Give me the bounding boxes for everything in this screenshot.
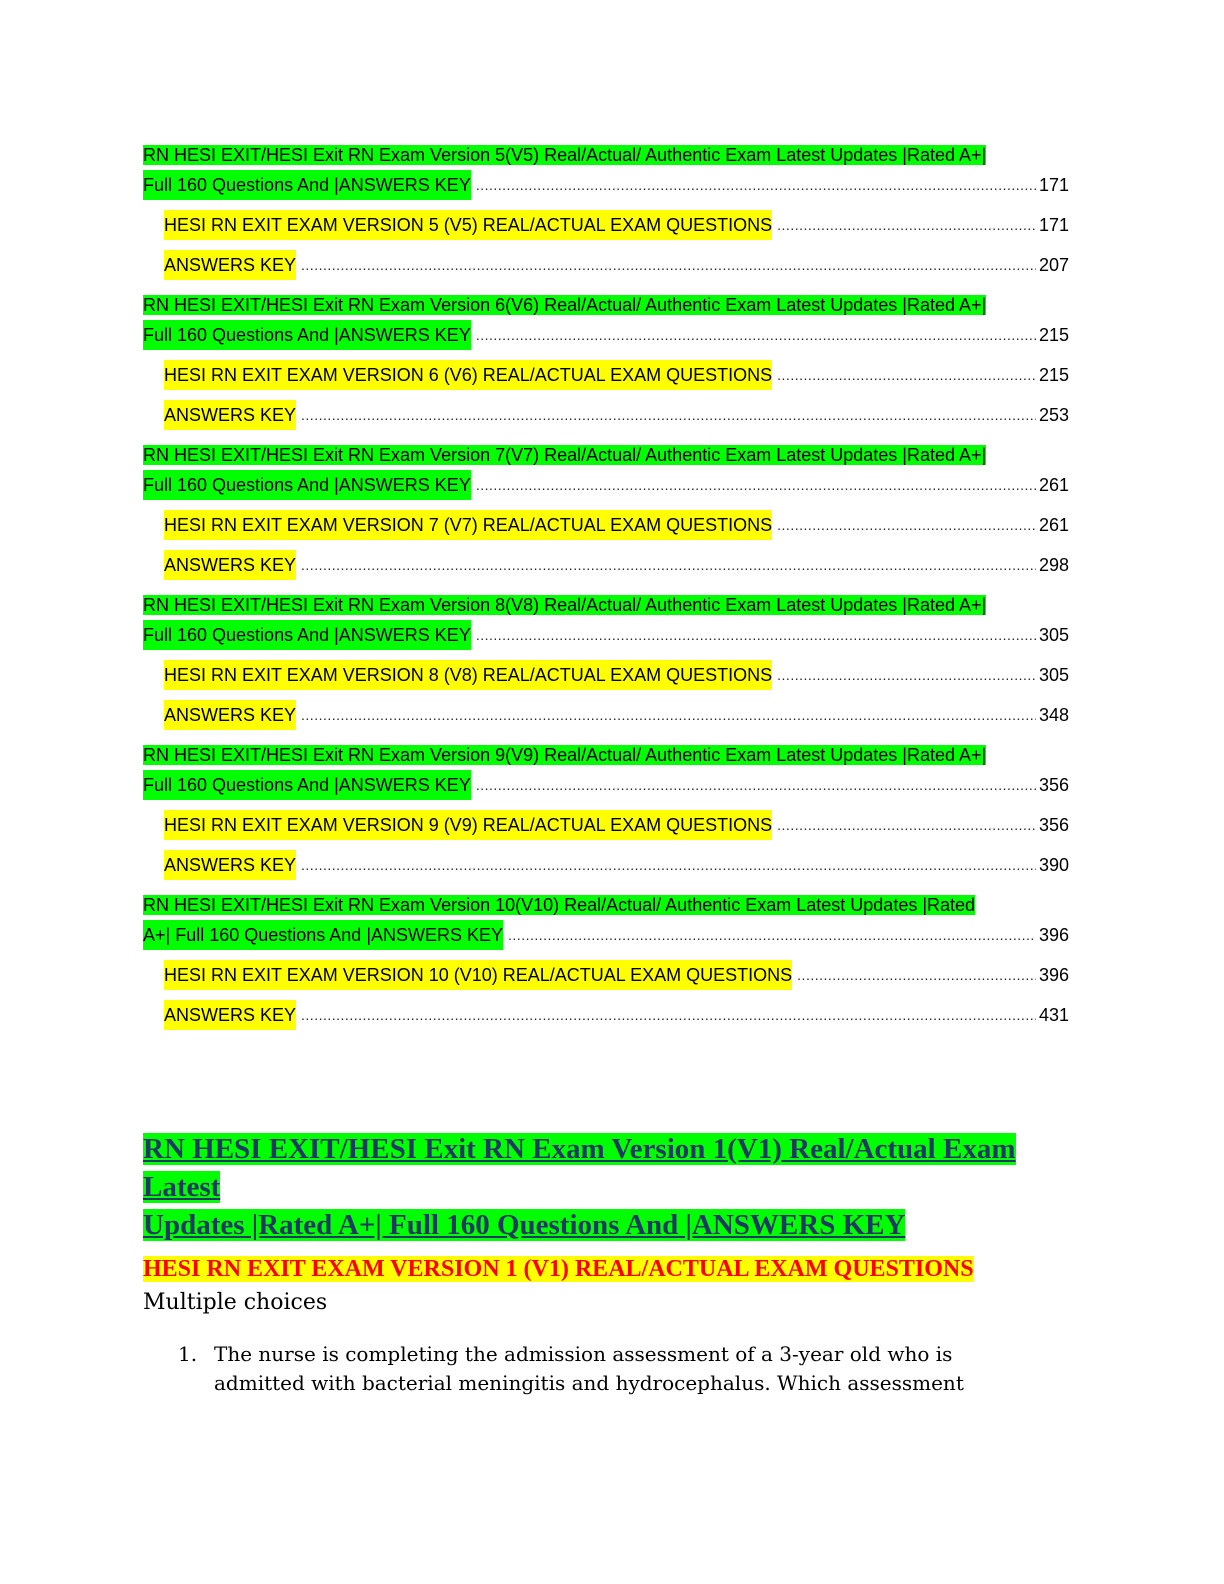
toc-subentry-label: ANSWERS KEY — [164, 250, 296, 280]
toc-leader-dots — [301, 550, 1036, 580]
question-number: 1. — [178, 1342, 198, 1366]
toc-leader-dots — [476, 170, 1036, 200]
toc-subentry-answers-v9[interactable] — [143, 850, 1069, 880]
toc-page-number: 396 — [1038, 965, 1069, 985]
toc-page-number: 431 — [1038, 1005, 1069, 1025]
toc-entry-title-cont: Full 160 Questions And |ANSWERS KEY — [143, 170, 471, 200]
toc-page-number: 396 — [1038, 925, 1069, 945]
toc-subentry-questions-v7[interactable] — [143, 510, 1069, 540]
toc-leader-dots — [777, 360, 1036, 390]
toc-entry-v7[interactable] — [143, 440, 1069, 500]
toc-leader-dots — [777, 810, 1036, 840]
toc-page-number: 261 — [1038, 515, 1069, 535]
toc-subentry-label: HESI RN EXIT EXAM VERSION 7 (V7) REAL/ACTUAL EXAM QUESTIONS — [164, 510, 772, 540]
toc-leader-dots — [777, 210, 1036, 240]
toc-subentry-label: ANSWERS KEY — [164, 1000, 296, 1030]
toc-entry-v6[interactable] — [143, 290, 1069, 350]
toc-subentry-label: ANSWERS KEY — [164, 400, 296, 430]
toc-leader-dots — [508, 920, 1036, 950]
question-text: The nurse is completing the admission assessment of a 3-year old who is admitted with bacterial meningitis and hydrocephalus. Which assessment — [214, 1342, 964, 1395]
toc-leader-dots — [476, 320, 1036, 350]
toc-page-number: 390 — [1038, 855, 1069, 875]
toc-leader-dots — [301, 400, 1036, 430]
toc-entry-v10[interactable] — [143, 890, 1069, 950]
toc-subentry-answers-v5[interactable] — [143, 250, 1069, 280]
toc-entry-v8[interactable] — [143, 590, 1069, 650]
toc-leader-dots — [301, 1000, 1036, 1030]
toc-page-number: 215 — [1038, 325, 1069, 345]
toc-page-number: 171 — [1038, 175, 1069, 195]
toc-entry-title-cont: Full 160 Questions And |ANSWERS KEY — [143, 470, 471, 500]
toc-subentry-questions-v8[interactable] — [143, 660, 1069, 690]
toc-entry-title: RN HESI EXIT/HESI Exit RN Exam Version 9(V9) Real/Actual/ Authentic Exam Latest Updates |Rated A+| — [143, 745, 987, 765]
toc-leader-dots — [777, 660, 1036, 690]
toc-leader-dots — [301, 850, 1036, 880]
toc-subentry-answers-v8[interactable] — [143, 700, 1069, 730]
toc-page-number: 348 — [1038, 705, 1069, 725]
toc-entry-title: RN HESI EXIT/HESI Exit RN Exam Version 7(V7) Real/Actual/ Authentic Exam Latest Updates |Rated A+| — [143, 445, 987, 465]
toc-entry-title-cont: A+| Full 160 Questions And |ANSWERS KEY — [143, 920, 503, 950]
toc-subentry-label: HESI RN EXIT EXAM VERSION 5 (V5) REAL/ACTUAL EXAM QUESTIONS — [164, 210, 772, 240]
toc-leader-dots — [301, 700, 1036, 730]
toc-entry-title-cont: Full 160 Questions And |ANSWERS KEY — [143, 770, 471, 800]
toc-subentry-label: ANSWERS KEY — [164, 550, 296, 580]
section-label: Multiple choices — [143, 1290, 328, 1315]
toc-subentry-answers-v6[interactable] — [143, 400, 1069, 430]
toc-page-number: 253 — [1038, 405, 1069, 425]
section-heading-line2: Updates |Rated A+| Full 160 Questions And |ANSWERS KEY — [143, 1209, 906, 1241]
section-heading-line1: RN HESI EXIT/HESI Exit RN Exam Version 1(V1) Real/Actual Exam Latest — [143, 1133, 1016, 1203]
toc-subentry-label: HESI RN EXIT EXAM VERSION 10 (V10) REAL/ACTUAL EXAM QUESTIONS — [164, 960, 792, 990]
toc-subentry-label: HESI RN EXIT EXAM VERSION 6 (V6) REAL/ACTUAL EXAM QUESTIONS — [164, 360, 772, 390]
toc-leader-dots — [301, 250, 1036, 280]
toc-page-number: 171 — [1038, 215, 1069, 235]
toc-subentry-answers-v10[interactable] — [143, 1000, 1069, 1030]
toc-entry-title: RN HESI EXIT/HESI Exit RN Exam Version 8(V8) Real/Actual/ Authentic Exam Latest Updates |Rated A+| — [143, 595, 987, 615]
toc-subentry-questions-v10[interactable] — [143, 960, 1069, 990]
subsection-heading-text: HESI RN EXIT EXAM VERSION 1 (V1) REAL/ACTUAL EXAM QUESTIONS — [143, 1256, 974, 1282]
toc-page-number: 261 — [1038, 475, 1069, 495]
toc-subentry-questions-v5[interactable] — [143, 210, 1069, 240]
toc-entry-v5[interactable] — [143, 140, 1069, 200]
toc-entry-v9[interactable] — [143, 740, 1069, 800]
toc-subentry-label: HESI RN EXIT EXAM VERSION 8 (V8) REAL/ACTUAL EXAM QUESTIONS — [164, 660, 772, 690]
toc-page-number: 207 — [1038, 255, 1069, 275]
toc-subentry-questions-v9[interactable] — [143, 810, 1069, 840]
subsection-heading — [143, 1253, 974, 1285]
toc-entry-title: RN HESI EXIT/HESI Exit RN Exam Version 10(V10) Real/Actual/ Authentic Exam Latest Updates |Rated — [143, 895, 976, 915]
toc-entry-title: RN HESI EXIT/HESI Exit RN Exam Version 6(V6) Real/Actual/ Authentic Exam Latest Updates |Rated A+| — [143, 295, 987, 315]
toc-subentry-answers-v7[interactable] — [143, 550, 1069, 580]
toc-entry-title-cont: Full 160 Questions And |ANSWERS KEY — [143, 320, 471, 350]
question-item — [178, 1340, 1008, 1398]
toc-leader-dots — [797, 960, 1036, 990]
toc-leader-dots — [476, 620, 1036, 650]
toc-leader-dots — [476, 470, 1036, 500]
toc-entry-title-cont: Full 160 Questions And |ANSWERS KEY — [143, 620, 471, 650]
toc-page-number: 305 — [1038, 665, 1069, 685]
toc-leader-dots — [476, 770, 1036, 800]
toc-page-number: 356 — [1038, 815, 1069, 835]
toc-page-number: 298 — [1038, 555, 1069, 575]
toc-subentry-label: HESI RN EXIT EXAM VERSION 9 (V9) REAL/ACTUAL EXAM QUESTIONS — [164, 810, 772, 840]
toc-page-number: 356 — [1038, 775, 1069, 795]
toc-subentry-questions-v6[interactable] — [143, 360, 1069, 390]
toc-subentry-label: ANSWERS KEY — [164, 700, 296, 730]
table-of-contents — [143, 140, 1069, 1040]
toc-entry-title: RN HESI EXIT/HESI Exit RN Exam Version 5(V5) Real/Actual/ Authentic Exam Latest Updates |Rated A+| — [143, 145, 987, 165]
toc-page-number: 215 — [1038, 365, 1069, 385]
toc-page-number: 305 — [1038, 625, 1069, 645]
section-heading — [143, 1130, 1083, 1244]
toc-subentry-label: ANSWERS KEY — [164, 850, 296, 880]
toc-leader-dots — [777, 510, 1036, 540]
